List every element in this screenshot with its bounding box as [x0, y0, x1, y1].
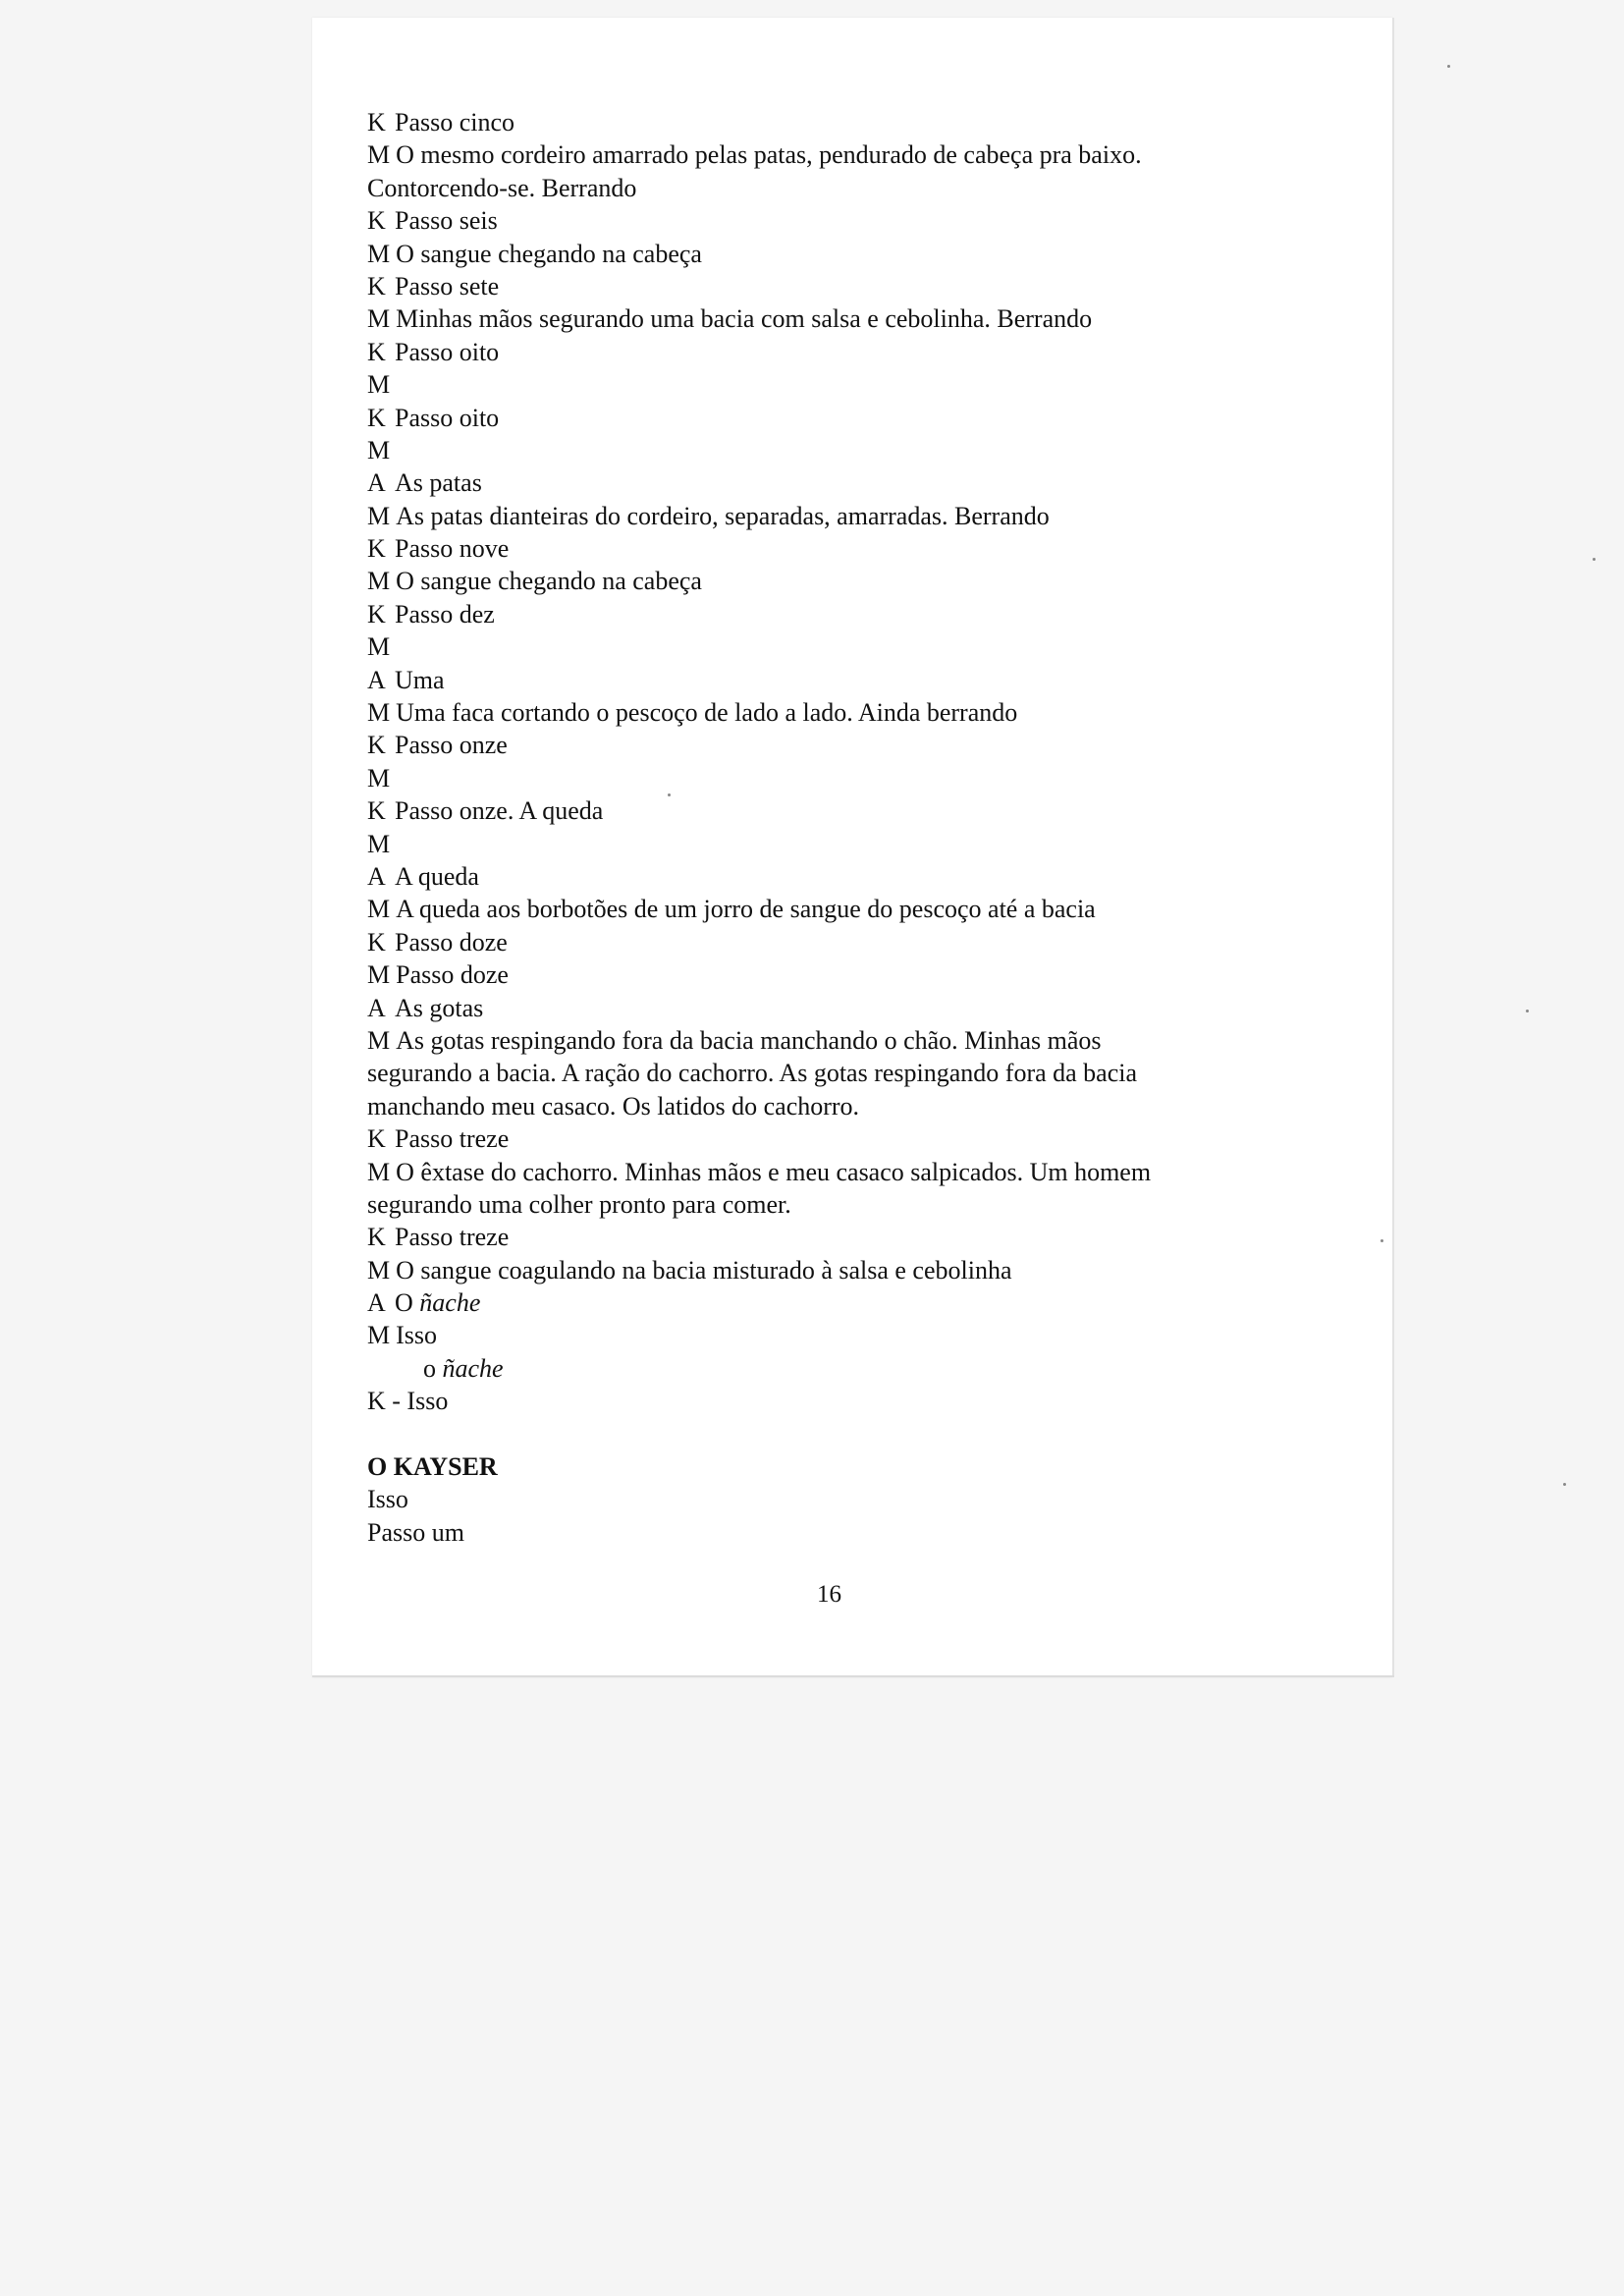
- section-heading: O KAYSER: [367, 1452, 498, 1482]
- italic-word: ñache: [419, 1288, 481, 1318]
- line-text: Passo oito: [395, 403, 500, 432]
- dialogue-line: [367, 466, 1349, 499]
- dialogue-line: [367, 532, 1349, 565]
- scan-speck: [1526, 1010, 1529, 1012]
- line-text: Passo cinco: [395, 108, 515, 137]
- line-text: O: [395, 1288, 413, 1318]
- speaker-label: M: [367, 140, 391, 170]
- line-text: O mesmo cordeiro amarrado pelas patas, pendurado de cabeça pra baixo.: [396, 140, 1142, 170]
- speaker-label: K: [367, 731, 386, 760]
- line-text: Isso: [396, 1321, 438, 1350]
- dialogue-line: [367, 926, 1349, 958]
- line-text: Contorcendo-se. Berrando: [367, 173, 637, 202]
- dialogue-line: [367, 664, 1349, 696]
- line-text: o: [423, 1353, 436, 1383]
- line-text: Passo doze: [396, 960, 509, 990]
- line-text: O êxtase do cachorro. Minhas mãos e meu casaco salpicados. Um homem: [396, 1157, 1152, 1186]
- speaker-label: K: [367, 796, 386, 826]
- speaker-label: M: [367, 1157, 391, 1186]
- scan-speck: [1563, 1483, 1566, 1486]
- dialogue-line: [367, 1188, 1349, 1221]
- speaker-label: A: [367, 993, 386, 1022]
- speaker-label: A: [367, 861, 386, 891]
- speaker-label: A: [367, 665, 386, 694]
- dialogue-line: [367, 1319, 1349, 1351]
- line-text: manchando meu casaco. Os latidos do cachorro.: [367, 1091, 860, 1121]
- line-text: O sangue chegando na cabeça: [396, 239, 702, 268]
- speaker-label: K: [367, 1124, 386, 1154]
- dialogue-line: [367, 1090, 1349, 1122]
- speaker-label: K: [367, 403, 386, 432]
- dialogue-line: [367, 598, 1349, 630]
- speaker-label: M: [367, 1025, 391, 1055]
- line-text: Uma: [395, 665, 445, 694]
- line-text: Passo seis: [395, 206, 498, 236]
- dialogue-line: [367, 204, 1349, 237]
- dialogue-line: [367, 336, 1349, 368]
- speaker-label: M: [367, 435, 391, 465]
- speaker-label: M: [367, 895, 391, 924]
- line-text: Passo oito: [395, 337, 500, 366]
- speaker-label: M: [367, 304, 391, 334]
- dialogue-line: [367, 893, 1349, 925]
- dialogue-line: [367, 1352, 1349, 1385]
- dialogue-line: [367, 630, 1349, 663]
- speaker-label: K: [367, 599, 386, 629]
- dialogue-line: [367, 1385, 1349, 1417]
- dialogue-line: [367, 500, 1349, 532]
- scan-speck: [1380, 1239, 1383, 1242]
- dialogue-line: Passo um: [367, 1517, 464, 1547]
- speaker-label: M: [367, 1255, 391, 1285]
- line-text: segurando a bacia. A ração do cachorro. As gotas respingando fora da bacia: [367, 1059, 1138, 1088]
- line-text: Uma faca cortando o pescoço de lado a lado. Ainda berrando: [396, 698, 1018, 728]
- line-text: As gotas respingando fora da bacia manchando o chão. Minhas mãos: [396, 1025, 1102, 1055]
- line-text: Passo treze: [395, 1124, 510, 1154]
- scan-speck: [1593, 558, 1596, 561]
- paper-edge: [312, 1675, 1394, 1677]
- dialogue-line: [367, 565, 1349, 597]
- speaker-label: M: [367, 567, 391, 596]
- line-text: Passo onze: [395, 731, 508, 760]
- dialogue-line: [367, 1221, 1349, 1253]
- dialogue-line: [367, 729, 1349, 761]
- line-text: K - Isso: [367, 1387, 449, 1416]
- line-text: segurando uma colher pronto para comer.: [367, 1189, 791, 1219]
- speaker-label: M: [367, 1321, 391, 1350]
- blank-line: [367, 1418, 1349, 1450]
- line-text: Passo dez: [395, 599, 495, 629]
- line-text: Passo onze. A queda: [395, 796, 604, 826]
- speaker-label: A: [367, 1288, 386, 1318]
- line-text: Passo sete: [395, 271, 500, 301]
- line-text: A queda aos borbotões de um jorro de sangue do pescoço até a bacia: [396, 895, 1096, 924]
- dialogue-block: [367, 106, 1349, 1286]
- dialogue-line: [367, 138, 1349, 171]
- speaker-label: M: [367, 632, 391, 662]
- line-text: A queda: [395, 861, 479, 891]
- line-text: Passo doze: [395, 927, 508, 957]
- line-text: As patas: [395, 468, 482, 498]
- scan-speck: [1447, 65, 1450, 68]
- dialogue-line: [367, 1057, 1349, 1089]
- dialogue-line: [367, 828, 1349, 860]
- speaker-label: M: [367, 763, 391, 793]
- dialogue-line: [367, 762, 1349, 794]
- dialogue-line: [367, 860, 1349, 893]
- line-text: O sangue coagulando na bacia misturado à salsa e cebolinha: [396, 1255, 1012, 1285]
- line-text: O sangue chegando na cabeça: [396, 567, 702, 596]
- speaker-label: K: [367, 108, 386, 137]
- dialogue-line: [367, 302, 1349, 335]
- dialogue-line: [367, 1254, 1349, 1286]
- speaker-label: M: [367, 960, 391, 990]
- line-text: Passo treze: [395, 1223, 510, 1252]
- speaker-label: K: [367, 206, 386, 236]
- italic-word: ñache: [442, 1353, 504, 1383]
- dialogue-line: [367, 1286, 1349, 1319]
- dialogue-line: Isso: [367, 1485, 408, 1514]
- dialogue-line: [367, 696, 1349, 729]
- dialogue-line: [367, 106, 1349, 138]
- scan-speck: [668, 793, 671, 796]
- speaker-label: M: [367, 370, 391, 400]
- line-text: Minhas mãos segurando uma bacia com salsa e cebolinha. Berrando: [396, 304, 1093, 334]
- page-number: 16: [817, 1581, 841, 1608]
- speaker-label: M: [367, 829, 391, 858]
- speaker-label: M: [367, 501, 391, 530]
- speaker-label: K: [367, 271, 386, 301]
- dialogue-line: [367, 1024, 1349, 1057]
- line-text: As patas dianteiras do cordeiro, separadas, amarradas. Berrando: [396, 501, 1050, 530]
- speaker-label: M: [367, 698, 391, 728]
- dialogue-line: [367, 434, 1349, 466]
- script-text: [367, 106, 1349, 1549]
- dialogue-line: [367, 238, 1349, 270]
- dialogue-line: [367, 368, 1349, 401]
- dialogue-line: [367, 1122, 1349, 1155]
- dialogue-line: [367, 992, 1349, 1024]
- dialogue-line: [367, 402, 1349, 434]
- line-text: Passo nove: [395, 534, 510, 564]
- speaker-label: K: [367, 534, 386, 564]
- dialogue-line: [367, 1156, 1349, 1188]
- line-text: As gotas: [395, 993, 484, 1022]
- speaker-label: M: [367, 239, 391, 268]
- dialogue-line: [367, 794, 1349, 827]
- dialogue-line: [367, 270, 1349, 302]
- speaker-label: K: [367, 337, 386, 366]
- speaker-label: K: [367, 1223, 386, 1252]
- dialogue-line: [367, 172, 1349, 204]
- speaker-label: K: [367, 927, 386, 957]
- dialogue-line: [367, 958, 1349, 991]
- speaker-label: A: [367, 468, 386, 498]
